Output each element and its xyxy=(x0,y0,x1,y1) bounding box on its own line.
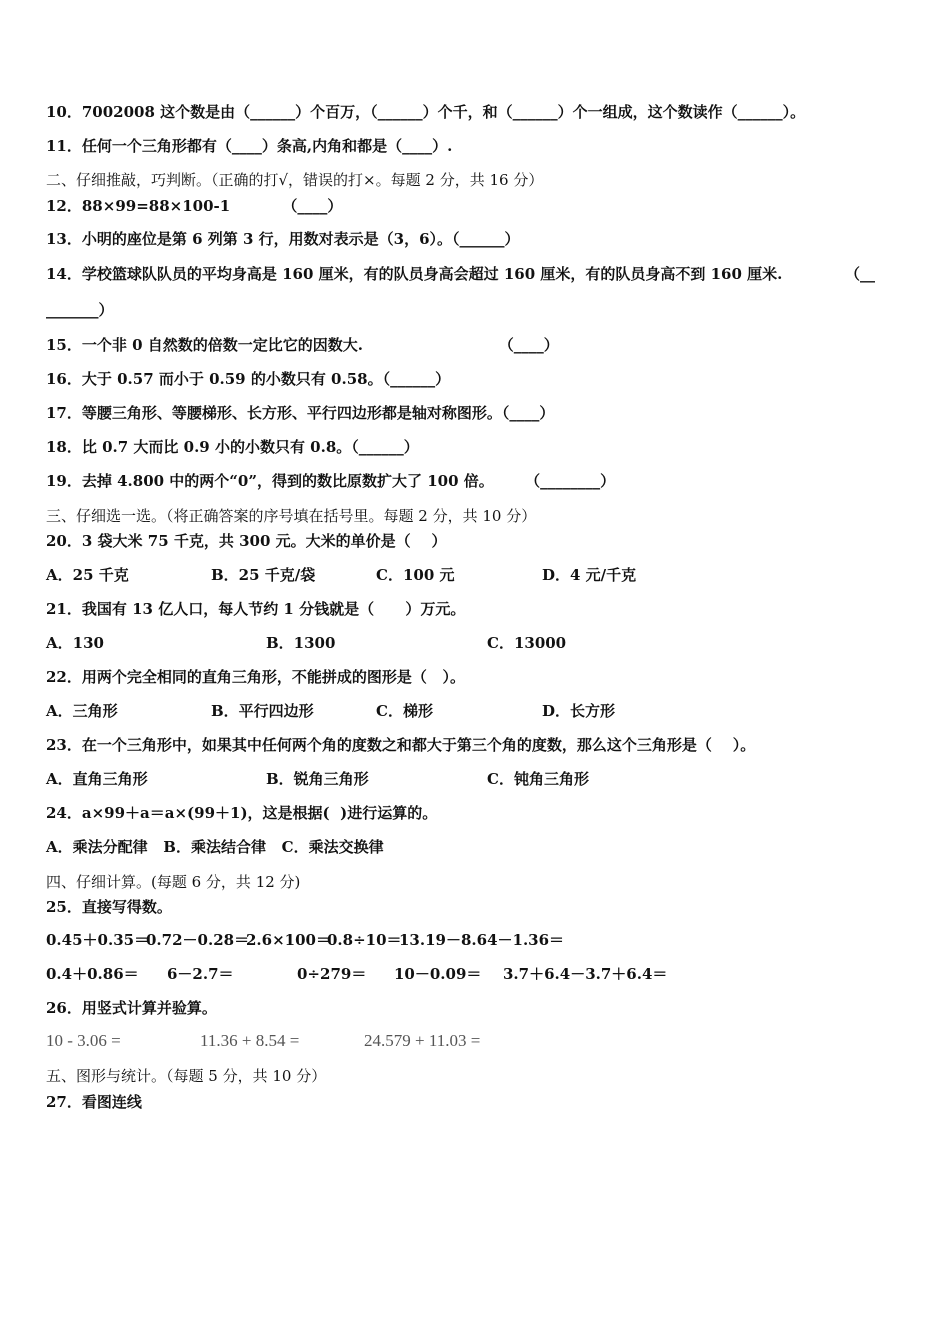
section-4-heading: 四、仔细计算。(每题 6 分，共 12 分) xyxy=(46,873,301,891)
question-11: 11．任何一个三角形都有（____）条高,内角和都是（____）. xyxy=(46,137,453,155)
question-12: 12．88×99=88×100-1 （____） xyxy=(46,197,343,215)
question-27: 27．看图连线 xyxy=(46,1093,142,1111)
question-20: 20．3 袋大米 75 千克，共 300 元。大米的单价是（ ） xyxy=(46,532,447,550)
option-c: C．100 元 xyxy=(376,566,455,584)
option-a: A．130 xyxy=(46,634,104,652)
question-25: 25．直接写得数。 xyxy=(46,898,172,916)
calc-item: 0.8÷10＝ xyxy=(327,931,402,949)
question-24-options: A．乘法分配律 B．乘法结合律 C．乘法交换律 xyxy=(46,838,384,856)
option-a: A．25 千克 xyxy=(46,566,129,584)
calc-item: 10－0.09＝ xyxy=(394,965,482,983)
vertical-calc-expression: 10 - 3.06 = xyxy=(46,1031,121,1050)
question-22: 22．用两个完全相同的直角三角形，不能拼成的图形是（ ）。 xyxy=(46,668,466,686)
calc-item: 0÷279＝ xyxy=(297,965,367,983)
calc-item: 3.7＋6.4－3.7＋6.4＝ xyxy=(503,965,668,983)
calc-item: 6－2.7＝ xyxy=(167,965,234,983)
question-23: 23．在一个三角形中，如果其中任何两个角的度数之和都大于第三个角的度数，那么这个三角形是（ ）。 xyxy=(46,736,756,754)
option-d: D．长方形 xyxy=(542,702,616,720)
question-23-options xyxy=(46,769,926,789)
question-24: 24．a×99＋a＝a×(99＋1)，这是根据( )进行运算的。 xyxy=(46,804,438,822)
question-25-row-1 xyxy=(46,930,926,950)
question-17: 17．等腰三角形、等腰梯形、长方形、平行四边形都是轴对称图形。（____） xyxy=(46,404,555,422)
question-26: 26．用竖式计算并验算。 xyxy=(46,999,217,1017)
question-15: 15．一个非 0 自然数的倍数一定比它的因数大. （____） xyxy=(46,336,559,354)
question-26-expressions xyxy=(46,1031,926,1053)
calc-item: 0.4＋0.86＝ xyxy=(46,965,139,983)
vertical-calc-expression: 24.579 + 11.03 = xyxy=(364,1031,481,1050)
calc-item: 0.45＋0.35＝ xyxy=(46,931,150,949)
question-14: 14．学校篮球队队员的平均身高是 160 厘米，有的队员身高会超过 160 厘米，有的队员身高不到 160 厘米. （__ xyxy=(46,265,876,283)
question-10: 10．7002008 这个数是由（______）个百万，（______）个千，和（______）个一组成，这个数读作（______）。 xyxy=(46,103,806,121)
question-21: 21．我国有 13 亿人口，每人节约 1 分钱就是（ ）万元。 xyxy=(46,600,466,618)
option-b: B．锐角三角形 xyxy=(266,770,369,788)
question-13: 13．小明的座位是第 6 列第 3 行，用数对表示是（3，6）。（______） xyxy=(46,230,520,248)
option-c: C．梯形 xyxy=(376,702,433,720)
question-16: 16．大于 0.57 而小于 0.59 的小数只有 0.58。（______） xyxy=(46,370,451,388)
question-25-row-2 xyxy=(46,964,926,984)
calc-item: 13.19－8.64－1.36＝ xyxy=(399,931,565,949)
section-3-heading: 三、仔细选一选。（将正确答案的序号填在括号里。每题 2 分，共 10 分） xyxy=(46,507,537,525)
question-14-continued: _______） xyxy=(46,301,114,319)
question-20-options xyxy=(46,565,926,585)
option-b: B．1300 xyxy=(266,634,336,652)
option-c: C．钝角三角形 xyxy=(487,770,589,788)
question-18: 18．比 0.7 大而比 0.9 小的小数只有 0.8。（______） xyxy=(46,438,419,456)
option-c: C．13000 xyxy=(487,634,567,652)
question-19: 19．去掉 4.800 中的两个“0”，得到的数比原数扩大了 100 倍。 （________） xyxy=(46,472,616,490)
calc-item: 0.72－0.28＝ xyxy=(146,931,250,949)
option-a: A．三角形 xyxy=(46,702,118,720)
calc-item: 2.6×100＝ xyxy=(246,931,331,949)
question-22-options xyxy=(46,701,926,721)
option-a: A．直角三角形 xyxy=(46,770,148,788)
vertical-calc-expression: 11.36 + 8.54 = xyxy=(200,1031,300,1050)
section-2-heading: 二、仔细推敲，巧判断。（正确的打√，错误的打×。每题 2 分，共 16 分） xyxy=(46,171,544,189)
question-21-options xyxy=(46,633,926,653)
option-d: D．4 元/千克 xyxy=(542,566,637,584)
option-b: B．平行四边形 xyxy=(211,702,314,720)
section-5-heading: 五、图形与统计。（每题 5 分，共 10 分） xyxy=(46,1067,327,1085)
option-b: B．25 千克/袋 xyxy=(211,566,316,584)
